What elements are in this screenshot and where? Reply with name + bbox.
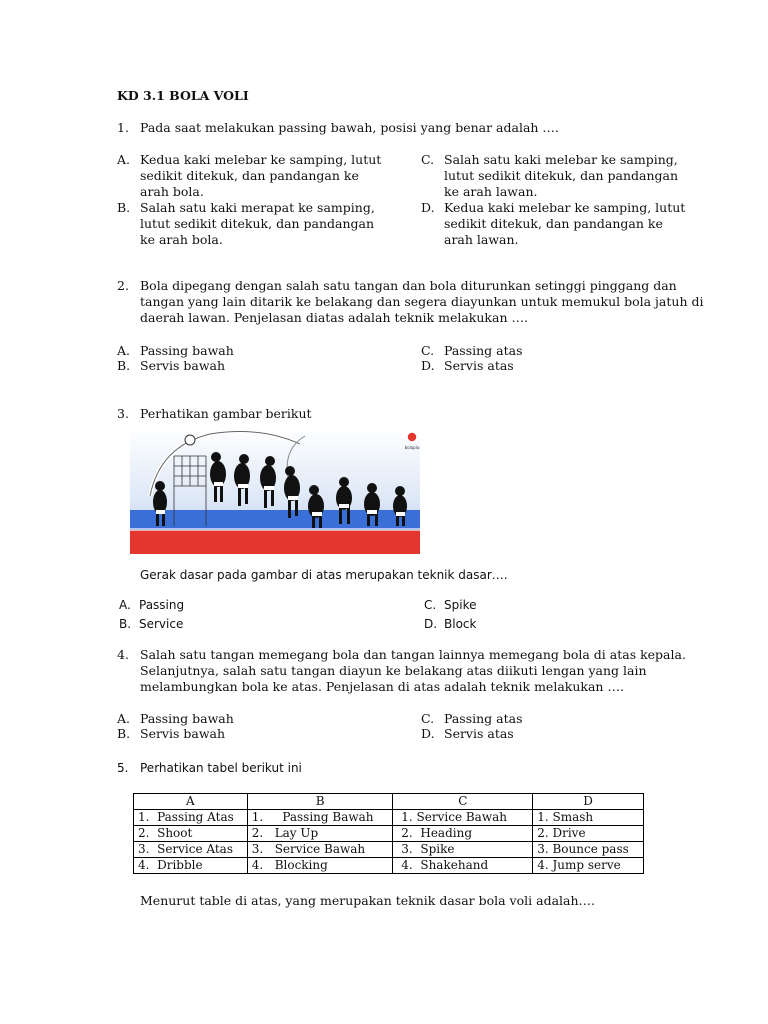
q2-option-c: Passing atas: [444, 343, 523, 358]
cell-text: Dribble: [157, 858, 203, 872]
q1-option-b: [140, 200, 375, 248]
q5-text: Perhatikan tabel berikut ini: [140, 761, 302, 775]
cell-number: 2.: [401, 826, 413, 840]
volleyball-spike-image: [130, 426, 420, 554]
cell-number: 4.: [401, 858, 413, 872]
cell-number: 3.: [537, 842, 549, 856]
q5-number: 5.: [117, 761, 129, 775]
q1-option-a-line: Kedua kaki melebar ke samping, lutut: [140, 152, 382, 167]
q4-option-b-label: B.: [117, 726, 131, 741]
q1-option-c-label: C.: [421, 152, 435, 167]
q2-option-a: Passing bawah: [140, 343, 234, 358]
table-header-row: [134, 794, 644, 810]
q4-number: 4.: [117, 647, 129, 662]
cell-text: Smash: [552, 810, 594, 824]
q2-option-b-label: B.: [117, 358, 131, 373]
q2-option-d-label: D.: [421, 358, 435, 373]
table-row: [134, 858, 644, 874]
table-cell: [393, 810, 533, 826]
q4-option-a: Passing bawah: [140, 711, 234, 726]
q2-option-d: Servis atas: [444, 358, 514, 373]
cell-number: 2.: [537, 826, 549, 840]
table-cell: [134, 826, 248, 842]
table-cell: [533, 810, 644, 826]
q1-option-a-label: A.: [117, 152, 131, 167]
q4-option-c: Passing atas: [444, 711, 523, 726]
table-row: [134, 810, 644, 826]
q1-option-c-line: ke arah lawan.: [444, 184, 538, 199]
cell-number: 1.: [138, 810, 150, 824]
q1-option-c-line: Salah satu kaki melebar ke samping,: [444, 152, 678, 167]
q2-text-line: tangan yang lain ditarik ke belakang dan segera diayunkan untuk memukul bola jatuh di: [140, 294, 704, 309]
table-header-b: B: [247, 794, 393, 810]
table-header-a: A: [134, 794, 248, 810]
table-cell: [247, 842, 393, 858]
q3-question: Gerak dasar pada gambar di atas merupakan teknik dasar….: [140, 568, 508, 582]
cell-text: Lay Up: [274, 826, 319, 840]
table-header-c: C: [393, 794, 533, 810]
cell-text: Passing Bawah: [282, 810, 374, 824]
q3-option-c: Spike: [444, 598, 477, 612]
q1-option-d: [444, 200, 685, 248]
table-cell: [134, 842, 248, 858]
q1-text: Pada saat melakukan passing bawah, posisi yang benar adalah ….: [140, 120, 559, 135]
q3-option-a-label: A.: [119, 598, 131, 612]
cell-number: 2.: [138, 826, 150, 840]
q1-option-d-line: arah lawan.: [444, 232, 519, 247]
cell-number: 1.: [251, 810, 264, 824]
cell-text: Passing Atas: [157, 810, 234, 824]
q2-text: [140, 278, 703, 326]
cell-text: Service Bawah: [416, 810, 507, 824]
cell-number: 1.: [401, 810, 413, 824]
q1-option-b-line: lutut sedikit ditekuk, dan pandangan: [140, 216, 375, 231]
page-title: KD 3.1 BOLA VOLI: [117, 88, 249, 103]
q1-option-d-label: D.: [421, 200, 435, 215]
q3-option-b: Service: [139, 617, 184, 631]
cell-text: Service Bawah: [274, 842, 366, 856]
table-cell: [533, 842, 644, 858]
table-header-d: D: [533, 794, 644, 810]
q1-option-d-line: sedikit ditekuk, dan pandangan ke: [444, 216, 663, 231]
q4-option-a-label: A.: [117, 711, 131, 726]
q4-text-line: Salah satu tangan memegang bola dan tangan lainnya memegang bola di atas kepala.: [140, 647, 686, 662]
q4-text: [140, 647, 686, 695]
q3-number: 3.: [117, 406, 129, 421]
q4-text-line: Selanjutnya, salah satu tangan diayun ke belakang atas diikuti lengan yang lain: [140, 663, 647, 678]
table-cell: [393, 858, 533, 874]
spike-illustration: [130, 426, 420, 554]
q1-option-a-line: sedikit ditekuk, dan pandangan ke: [140, 168, 359, 183]
q1-option-b-line: Salah satu kaki merapat ke samping,: [140, 200, 375, 215]
cell-number: 3.: [138, 842, 150, 856]
techniques-table: [133, 793, 644, 874]
q2-option-a-label: A.: [117, 343, 131, 358]
table-cell: [393, 842, 533, 858]
table-cell: [134, 810, 248, 826]
cell-text: Heading: [420, 826, 473, 840]
q1-option-c-line: lutut sedikit ditekuk, dan pandangan: [444, 168, 679, 183]
cell-text: Blocking: [274, 858, 328, 872]
q4-option-c-label: C.: [421, 711, 435, 726]
table-cell: [134, 858, 248, 874]
table-row: [134, 842, 644, 858]
cell-text: Shoot: [157, 826, 193, 840]
q2-text-line: Bola dipegang dengan salah satu tangan dan bola diturunkan setinggi pinggang dan: [140, 278, 677, 293]
cell-text: Drive: [552, 826, 586, 840]
q4-option-d-label: D.: [421, 726, 435, 741]
table-row: [134, 826, 644, 842]
cell-number: 4.: [138, 858, 150, 872]
q1-option-c: [444, 152, 678, 200]
cell-number: 4.: [537, 858, 549, 872]
cell-number: 1.: [537, 810, 549, 824]
q3-option-d-label: D.: [424, 617, 438, 631]
q1-option-a: [140, 152, 381, 200]
q3-option-c-label: C.: [424, 598, 437, 612]
q1-number: 1.: [117, 120, 129, 135]
cell-text: Jump serve: [552, 858, 621, 872]
q2-option-b: Servis bawah: [140, 358, 226, 373]
bolaplus-logo-icon: [407, 432, 417, 442]
cell-number: 2.: [251, 826, 264, 840]
cell-number: 3.: [251, 842, 264, 856]
q4-option-b: Servis bawah: [140, 726, 226, 741]
q2-option-c-label: C.: [421, 343, 435, 358]
q5-question: Menurut table di atas, yang merupakan teknik dasar bola voli adalah….: [140, 893, 595, 908]
logo-text: bolaplus: [404, 445, 420, 450]
table-cell: [247, 826, 393, 842]
cell-text: Service Atas: [157, 842, 233, 856]
q1-option-a-line: arah bola.: [140, 184, 204, 199]
cell-text: Shakehand: [420, 858, 489, 872]
q2-number: 2.: [117, 278, 129, 293]
cell-number: 4.: [251, 858, 264, 872]
table-cell: [533, 858, 644, 874]
q2-text-line: daerah lawan. Penjelasan diatas adalah teknik melakukan ….: [140, 310, 528, 325]
q1-option-b-label: B.: [117, 200, 131, 215]
q1-option-d-line: Kedua kaki melebar ke samping, lutut: [444, 200, 686, 215]
q4-option-d: Servis atas: [444, 726, 514, 741]
table-cell: [533, 826, 644, 842]
q3-option-d: Block: [444, 617, 477, 631]
table-cell: [247, 858, 393, 874]
q3-option-b-label: B.: [119, 617, 132, 631]
q1-option-b-line: ke arah bola.: [140, 232, 223, 247]
q4-text-line: melambungkan bola ke atas. Penjelasan di atas adalah teknik melakukan ….: [140, 679, 624, 694]
cell-number: 3.: [401, 842, 413, 856]
cell-text: Spike: [420, 842, 455, 856]
table-cell: [247, 810, 393, 826]
cell-text: Bounce pass: [552, 842, 629, 856]
q3-text: Perhatikan gambar berikut: [140, 406, 312, 421]
table-cell: [393, 826, 533, 842]
q3-option-a: Passing: [139, 598, 185, 612]
